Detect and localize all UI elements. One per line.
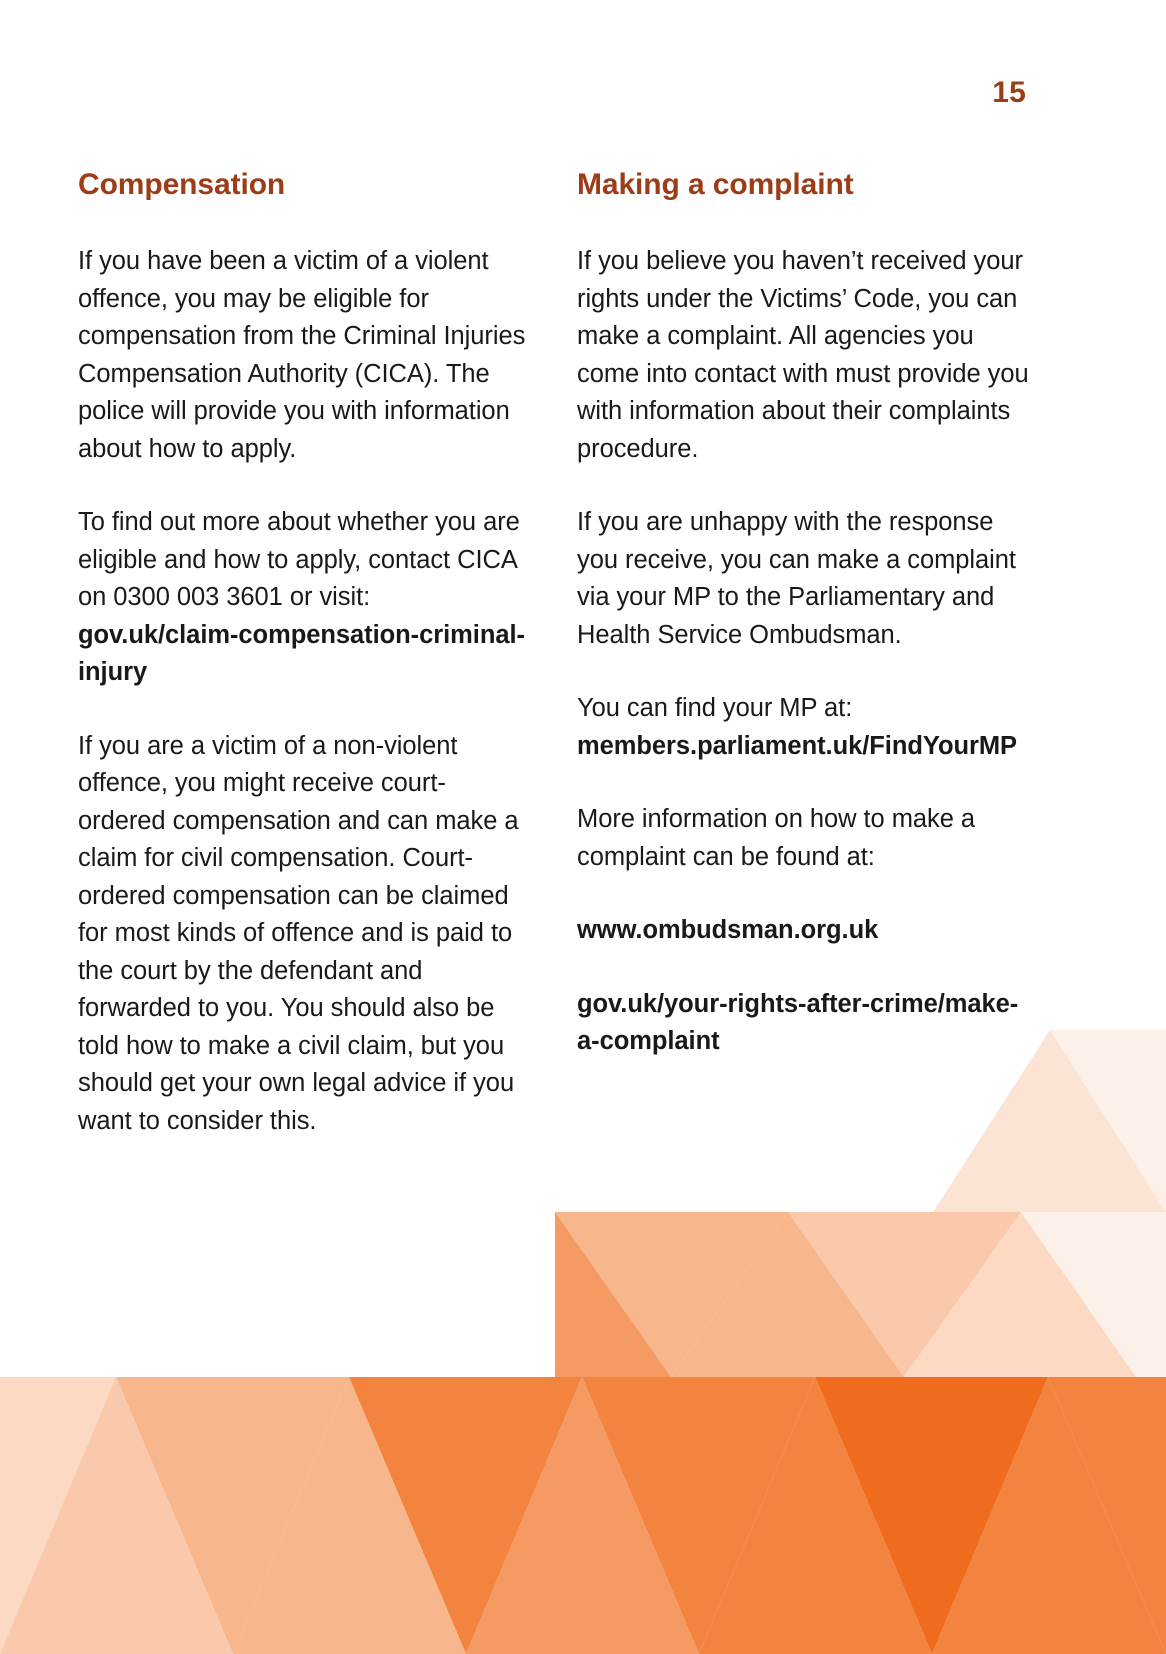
paragraph-compensation-1 [78, 243, 533, 468]
link-claim-compensation[interactable]: gov.uk/claim-compensation-criminal-injury [78, 620, 525, 686]
text-run: If you are a victim of a non-violent offence, you might receive court-ordered compensation and can make a claim for civil compensation. Court-ordered compensation can be claimed for most kinds of offence and is paid to the court by the defendant and forwarded to you. You should also be told how to make a civil claim, but you should get your own legal advice if you want to consider this. [78, 731, 519, 1135]
paragraph-find-your-mp [577, 690, 1032, 765]
link-ombudsman[interactable]: www.ombudsman.org.uk [577, 916, 879, 944]
text-run: You can find your MP at: [577, 694, 853, 722]
paragraph-compensation-3 [78, 728, 533, 1141]
page-number: 15 [992, 76, 1026, 109]
left-column-heading: Compensation [78, 168, 286, 201]
paragraph-complaint-2 [577, 504, 1032, 654]
link-make-a-complaint[interactable]: gov.uk/your-rights-after-crime/make-a-complaint [577, 989, 1019, 1055]
left-column [78, 168, 533, 1140]
paragraph-complaint-1 [577, 243, 1032, 468]
text-run: If you are unhappy with the response you receive, you can make a complaint via your MP to the Parliamentary and Health Service Ombudsman. [577, 508, 1016, 649]
link-find-your-mp[interactable]: members.parliament.uk/FindYourMP [577, 731, 1018, 760]
paragraph-more-information [577, 801, 1032, 876]
right-column-heading: Making a complaint [577, 168, 854, 201]
right-column [577, 168, 1032, 1140]
text-run: If you have been a victim of a violent offence, you may be eligible for compensation from the Criminal Injuries Compensation Authority (CICA). The police will provide you with information about how to apply. [78, 247, 526, 463]
text-run: If you believe you haven’t received your rights under the Victims’ Code, you can make a complaint. All agencies you come into contact with must provide you with information about their complaints procedure. [577, 247, 1029, 463]
paragraph-compensation-2 [78, 504, 533, 692]
text-run: More information on how to make a complaint can be found at: [577, 805, 976, 871]
text-run: To find out more about whether you are eligible and how to apply, contact CICA on 0300 003 3601 or visit: [78, 508, 520, 611]
content-columns [78, 168, 1088, 1140]
